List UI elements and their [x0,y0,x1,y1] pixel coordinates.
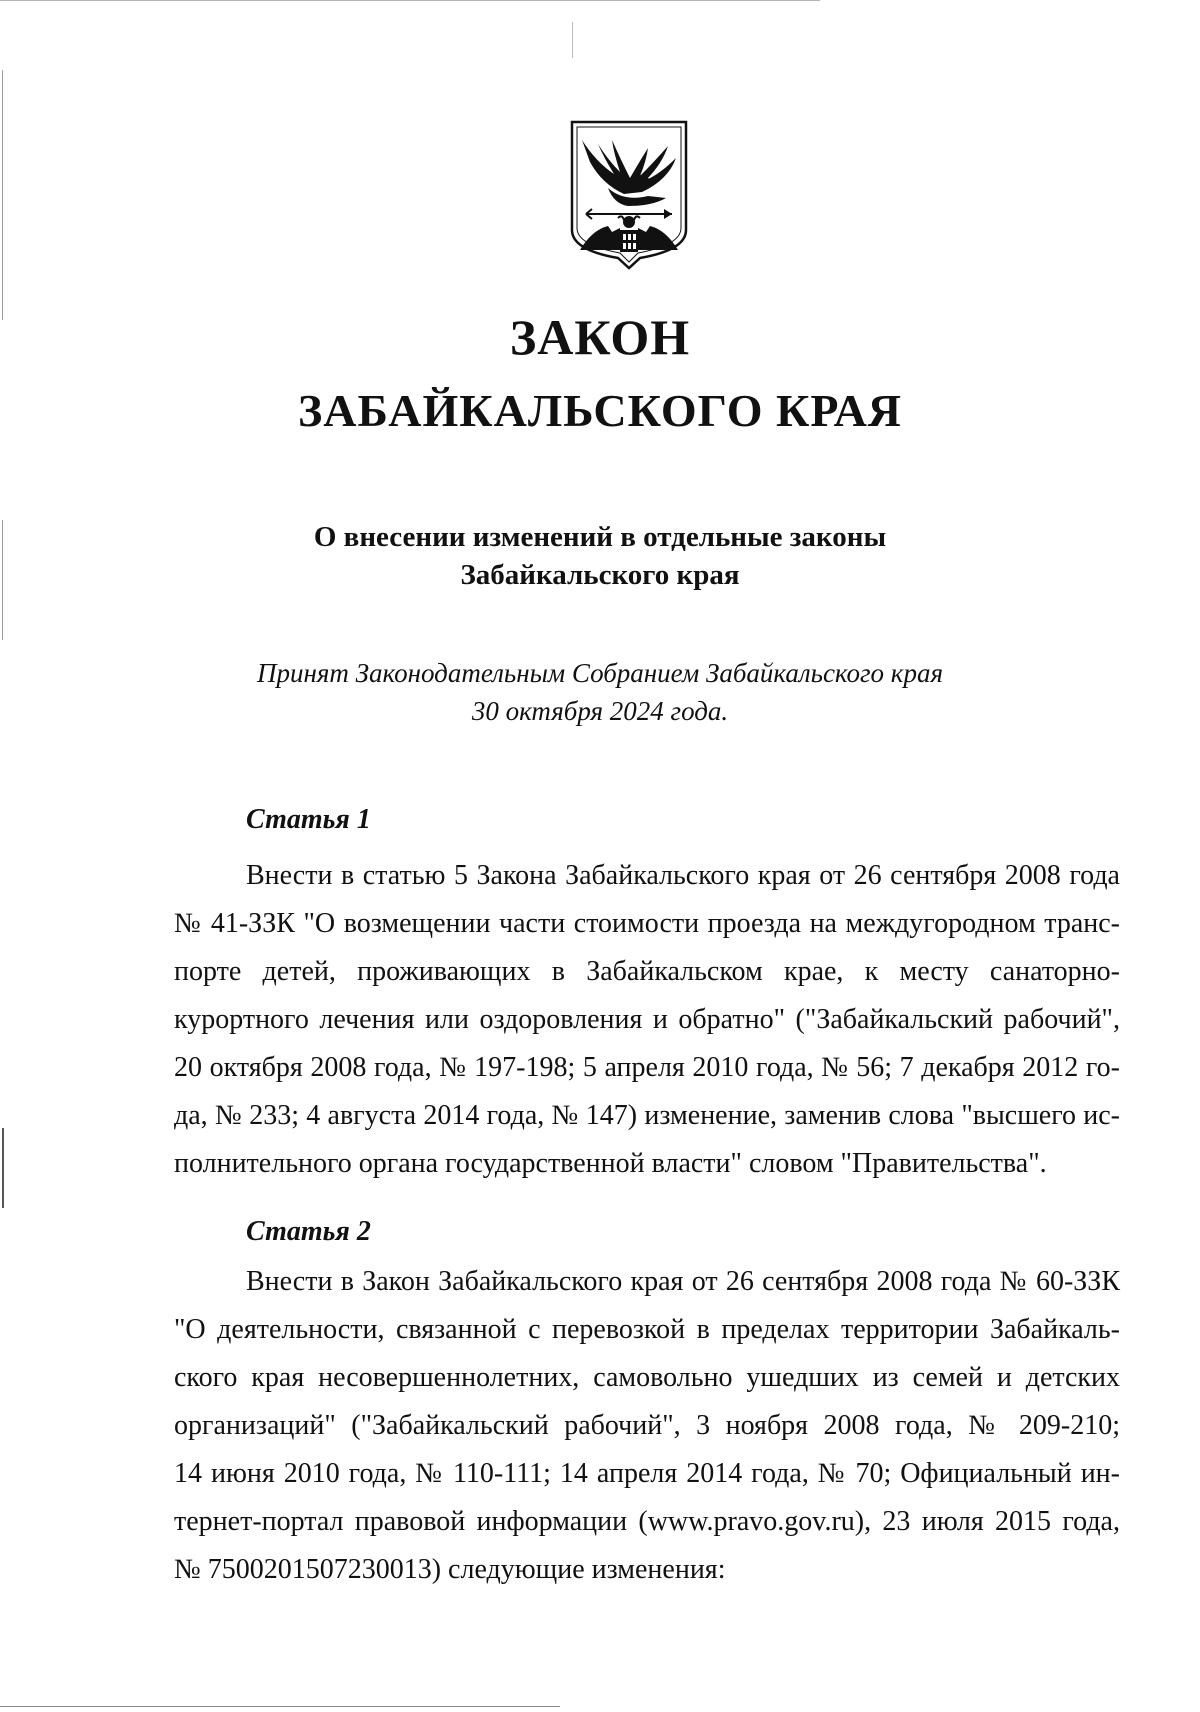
article-1-line: № 41-ЗЗК "О возмещении части стоимости проезда на междугородном транс- [174,908,1120,939]
document-title-region: ЗАБАЙКАЛЬСКОГО КРАЯ [297,385,903,436]
scan-artifact-left-edge [2,1128,4,1208]
article-2-line: 14 июня 2010 года, № 110-111; 14 апреля 2014 года, № 70; Официальный ин- [174,1458,1120,1489]
article-2-line: организаций" ("Забайкальский рабочий", 3 ноября 2008 года, № 209-210; [174,1410,1120,1441]
article-1-line: курортного лечения или оздоровления и обратно" ("Забайкальский рабочий", [174,1004,1120,1035]
article-1-line: да, № 233; 4 августа 2014 года, № 147) изменение, заменив слова "высшего ис- [174,1100,1120,1131]
law-subject-line: Забайкальского края [460,559,740,591]
scan-artifact-bottom-line [0,1706,560,1707]
law-subject [0,518,1200,594]
article-1-heading: Статья 1 [246,804,371,835]
article-2-line: Внести в Закон Забайкальского края от 26 сентября 2008 года № 60-ЗЗК [246,1266,1120,1297]
article-1-line: порте детей, проживающих в Забайкальском крае, к месту санаторно- [174,956,1120,987]
article-2-heading: Статья 2 [246,1216,371,1247]
document-title: ЗАКОН [509,309,691,365]
article-2-line: № 7500201507230013) следующие изменения: [174,1554,726,1585]
article-1-line: Внести в статью 5 Закона Забайкальского края от 26 сентября 2008 года [246,860,1120,891]
scan-artifact-tick [572,22,573,58]
article-2-line: тернет-портал правовой информации (www.pravo.gov.ru), 23 июля 2015 года, [174,1506,1120,1537]
article-1-line: полнительного органа государственной власти" словом "Правительства". [174,1148,1047,1179]
law-subject-line: О внесении изменений в отдельные законы [313,521,887,553]
scan-artifact-left-edge [2,70,3,320]
article-2-body [174,1258,1120,1594]
coat-of-arms-icon [568,118,690,270]
article-1-line: 20 октября 2008 года, № 197-198; 5 апреля 2010 года, № 56; 7 декабря 2012 го- [174,1052,1120,1083]
article-2-line: ского края несовершеннолетних, самовольно ушедших из семей и детских [174,1362,1120,1393]
adoption-note [0,654,1200,730]
scan-artifact-top-line [0,0,820,1]
adoption-date-line: 30 октября 2024 года. [471,696,729,726]
article-2-line: "О деятельности, связанной с перевозкой в пределах территории Забайкаль- [174,1314,1120,1345]
adoption-note-line: Принят Законодательным Собранием Забайкальского края [256,658,943,688]
article-1-body [174,852,1120,1188]
